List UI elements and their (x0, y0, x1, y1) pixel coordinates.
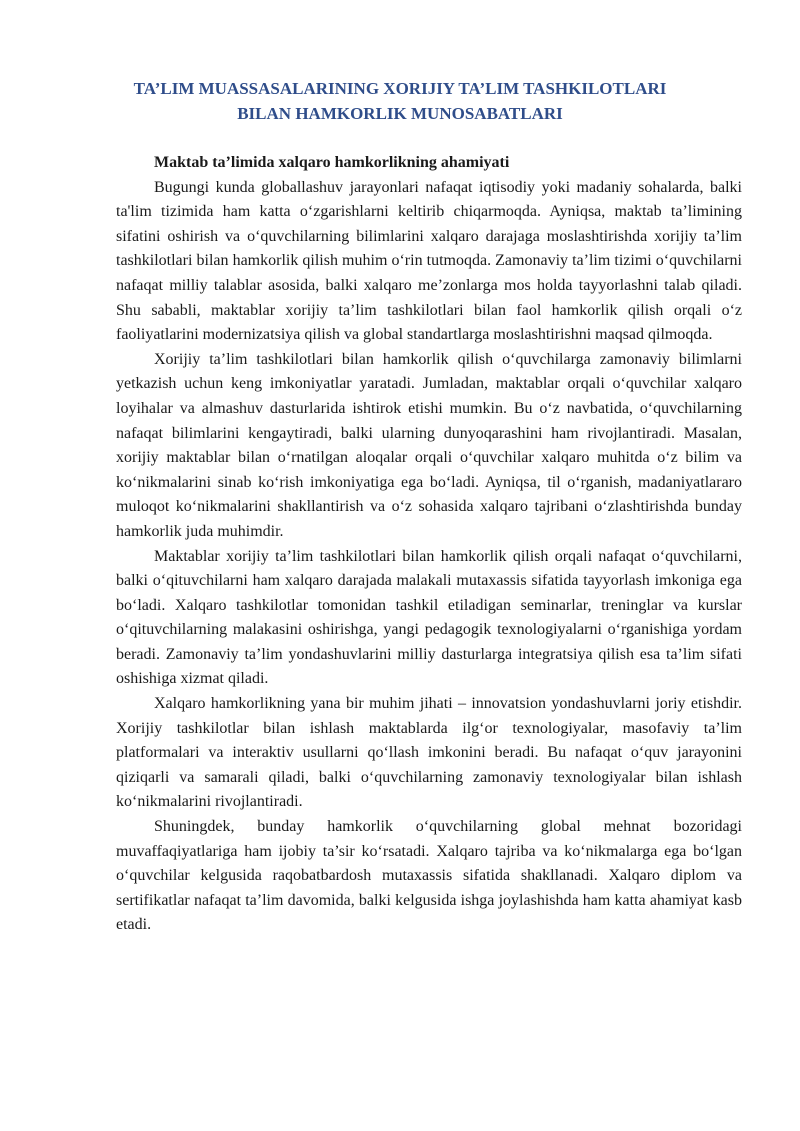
paragraph: Bugungi kunda globallashuv jarayonlari nafaqat iqtisodiy yoki madaniy sohalarda, balki ta'lim tizimida ham katta o‘zgarishlarni keltirib chiqarmoqda. Ayniqsa, maktab ta’limining sifatini oshirish va o‘quvchilarning bilimlarini xalqaro darajaga moslashtirishda xorijiy ta’lim tashkilotlari bilan hamkorlik qilish muhim o‘rin tutmoqda. Zamonaviy ta’lim tizimi o‘quvchilarni nafaqat milliy talablar asosida, balki xalqaro me’zonlarga mos holda tayyorlashni talab qiladi. Shu sababli, maktablar xorijiy ta’lim tashkilotlari bilan faol hamkorlik qilish orqali o‘z faoliyatlarini modernizatsiya qilish va global standartlarga moslashtirishni maqsad qilmoqda. (116, 178, 742, 344)
paragraph: Maktablar xorijiy ta’lim tashkilotlari bilan hamkorlik qilish orqali nafaqat o‘quvchilarni, balki o‘qituvchilarni ham xalqaro darajada malakali mutaxassis sifatida tayyorlash imkoniga ega bo‘ladi. Xalqaro tashkilotlar tomonidan tashkil etiladigan seminarlar, treninglar va kurslar o‘qituvchilarning malakasini oshirishga, yangi pedagogik texnologiyalarni o‘rganishiga yordam beradi. Zamonaviy ta’lim yondashuvlarini milliy dasturlarga integratsiya qilish esa ta’lim sifati oshishiga xizmat qiladi. (116, 547, 742, 688)
paragraph: Shuningdek, bunday hamkorlik o‘quvchilarning global mehnat bozoridagi muvaffaqiyatlariga ham ijobiy ta’sir ko‘rsatadi. Xalqaro tajriba va ko‘nikmalarga ega bo‘lgan o‘quvchilar kelgusida raqobatbardosh mutaxassis sifatida shakllanadi. Xalqaro diplom va sertifikatlar nafaqat ta’lim davomida, balki kelgusida ishga joylashishda ham katta ahamiyat kasb etadi. (116, 818, 742, 934)
paragraph: Xorijiy ta’lim tashkilotlari bilan hamkorlik qilish o‘quvchilarga zamonaviy bilimlarni yetkazish uchun keng imkoniyatlar yaratadi. Jumladan, maktablar orqali o‘quvchilar xalqaro loyihalar va almashuv dasturlarida ishtirok etishi mumkin. Bu o‘z navbatida, o‘quvchilarning nafaqat bilimlarini kengaytiradi, balki ularning dunyoqarashini ham rivojlantiradi. Masalan, xorijiy maktablar bilan o‘rnatilgan aloqalar orqali o‘quvchilar xalqaro muhitda o‘z bilim va ko‘nikmalarini sinab ko‘rish imkoniyatiga ega bo‘ladi. Ayniqsa, til o‘rganish, madaniyatlararo muloqot ko‘nikmalarini shakllantirish va o‘z sohasida xalqaro tajribani o‘zlashtirishda bunday hamkorlik juda muhimdir. (116, 350, 742, 540)
title-line-1: TA’LIM MUASSASALARINING XORIJIY TA’LIM TASHKILOTLARI (133, 79, 667, 98)
page-title (60, 76, 740, 126)
title-line-2: BILAN HAMKORLIK MUNOSABATLARI (237, 104, 563, 123)
document-body (116, 151, 742, 938)
section-heading: Maktab ta’limida xalqaro hamkorlikning ahamiyati (154, 154, 510, 171)
paragraph: Xalqaro hamkorlikning yana bir muhim jihati – innovatsion yondashuvlarni joriy etishdir. Xorijiy tashkilotlar bilan ishlash maktablarda ilg‘or texnologiyalar, masofaviy ta’lim platformalari va interaktiv usullarni qo‘llash imkonini beradi. Bu nafaqat o‘quv jarayonini qiziqarli va samarali qiladi, balki o‘quvchilarning zamonaviy texnologiyalar bilan ishlash ko‘nikmalarini rivojlantiradi. (116, 695, 742, 811)
